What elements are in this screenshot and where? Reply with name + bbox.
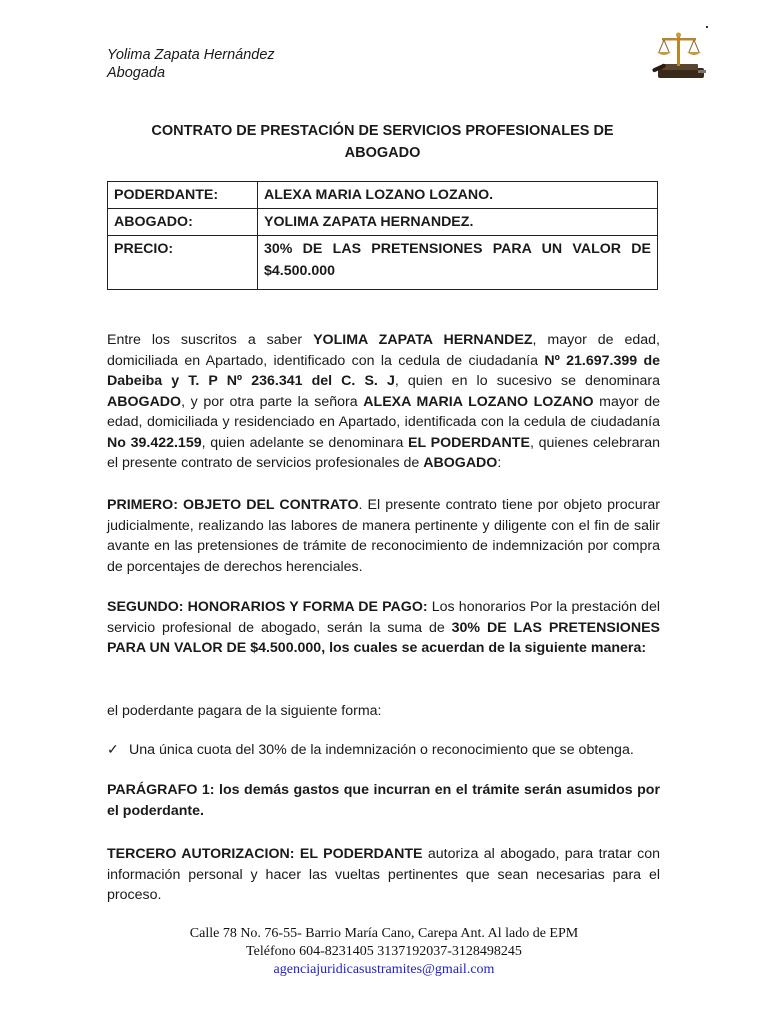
bold-run: ALEXA MARIA LOZANO LOZANO [363, 393, 594, 410]
payment-intro: el poderdante pagara de la siguiente forma: [107, 703, 382, 719]
lawyer-role: Abogada [107, 65, 166, 81]
table-row [108, 209, 658, 236]
clause-primero [107, 495, 660, 577]
bold-run: ABOGADO [423, 455, 498, 471]
bold-run: EL PODERDANTE [408, 434, 530, 451]
footer [0, 925, 768, 979]
text-run: : [497, 455, 502, 471]
text-run: autoriza al abogado, para tratar con información personal y hacer las vueltas pertinentes que sean necesarias para el proceso. [107, 846, 660, 903]
text-run: , quien adelante se denominara [201, 434, 409, 451]
text-run: , y por otra parte la señora [181, 393, 364, 410]
paragrafo-1 [107, 780, 660, 821]
text-run: mayor de edad, domiciliada y residenciado en Apartado, identificada con la cedula de ciudadanía [107, 393, 660, 430]
parties-table [107, 181, 658, 290]
footer-address: Calle 78 No. 76-55- Barrio María Cano, Carepa Ant. Al lado de EPM [189, 926, 579, 941]
clause-segundo [107, 597, 660, 659]
text-run: , quien en lo sucesivo se denominara [394, 373, 660, 389]
clause-tercero [107, 844, 660, 906]
letterhead [107, 46, 275, 82]
payment-item [107, 740, 660, 761]
footer-phones: Teléfono 604-8231405 3137192037-3128498245 [246, 944, 522, 959]
payment-item-text: Una única cuota del 30% de la indemnización o reconocimiento que se obtenga. [129, 742, 634, 758]
bold-run: 30% DE LAS PRETENSIONES PARA UN VALOR DE $4.500.000, los cuales se acuerdan de la siguiente manera: [107, 619, 660, 656]
bold-run: SEGUNDO: HONORARIOS Y FORMA DE PAGO: [107, 599, 428, 615]
table-value [258, 236, 658, 290]
table-label: PRECIO: [108, 236, 258, 290]
table-row [108, 182, 658, 209]
checkmark-icon: ✓ [107, 742, 119, 758]
table-label: PODERDANTE: [108, 182, 258, 209]
text-run: , quienes celebraran el presente contrato de servicios profesionales de [107, 434, 660, 471]
bold-run: PRIMERO: OBJETO DEL CONTRATO [107, 497, 359, 513]
lawyer-name: Yolima Zapata Hernández [107, 47, 275, 63]
bold-run: No 39.422.159 [107, 434, 202, 451]
table-row [108, 236, 658, 290]
price-line-2: $4.500.000 [264, 263, 336, 279]
text-run: . El presente contrato tiene por objeto procurar judicialmente, realizando las labores de manera pertinente y diligente con el fin de salir avante en las pretensiones de trámite de reconocimiento de indemnización por compra de porcentajes de derechos herenciales. [107, 497, 660, 575]
bold-run: PARÁGRAFO 1: los demás gastos que incurran en el trámite serán asumidos por el poderdante. [107, 782, 660, 819]
text-run: Entre los suscritos a saber [107, 332, 314, 348]
bold-run: Nº 21.697.399 de Dabeiba y T. P Nº 236.341 del C. S. J [107, 352, 661, 389]
bold-run: TERCERO AUTORIZACION: EL PODERDANTE [107, 846, 423, 862]
scales-of-justice-icon [648, 26, 710, 82]
contract-title [107, 120, 658, 164]
bold-run: ABOGADO [107, 393, 182, 410]
intro-paragraph [107, 330, 660, 474]
table-value: YOLIMA ZAPATA HERNANDEZ. [258, 209, 658, 236]
text-run: , mayor de edad, domiciliada en Apartado, identificado con la cedula de ciudadanía [107, 332, 660, 369]
bold-run: YOLIMA ZAPATA HERNANDEZ [313, 332, 533, 348]
table-label: ABOGADO: [108, 209, 258, 236]
text-run: Los honorarios Por la prestación del servicio profesional de abogado, serán la suma de [107, 599, 660, 636]
table-value: ALEXA MARIA LOZANO LOZANO. [258, 182, 658, 209]
footer-email-link[interactable]: agenciajuridicasustramites@gmail.com [273, 962, 495, 977]
title-line-2: ABOGADO [344, 145, 421, 161]
title-line-1: CONTRATO DE PRESTACIÓN DE SERVICIOS PROFESIONALES DE [151, 123, 614, 139]
price-line-1: 30% DE LAS PRETENSIONES PARA UN VALOR DE [264, 241, 651, 257]
